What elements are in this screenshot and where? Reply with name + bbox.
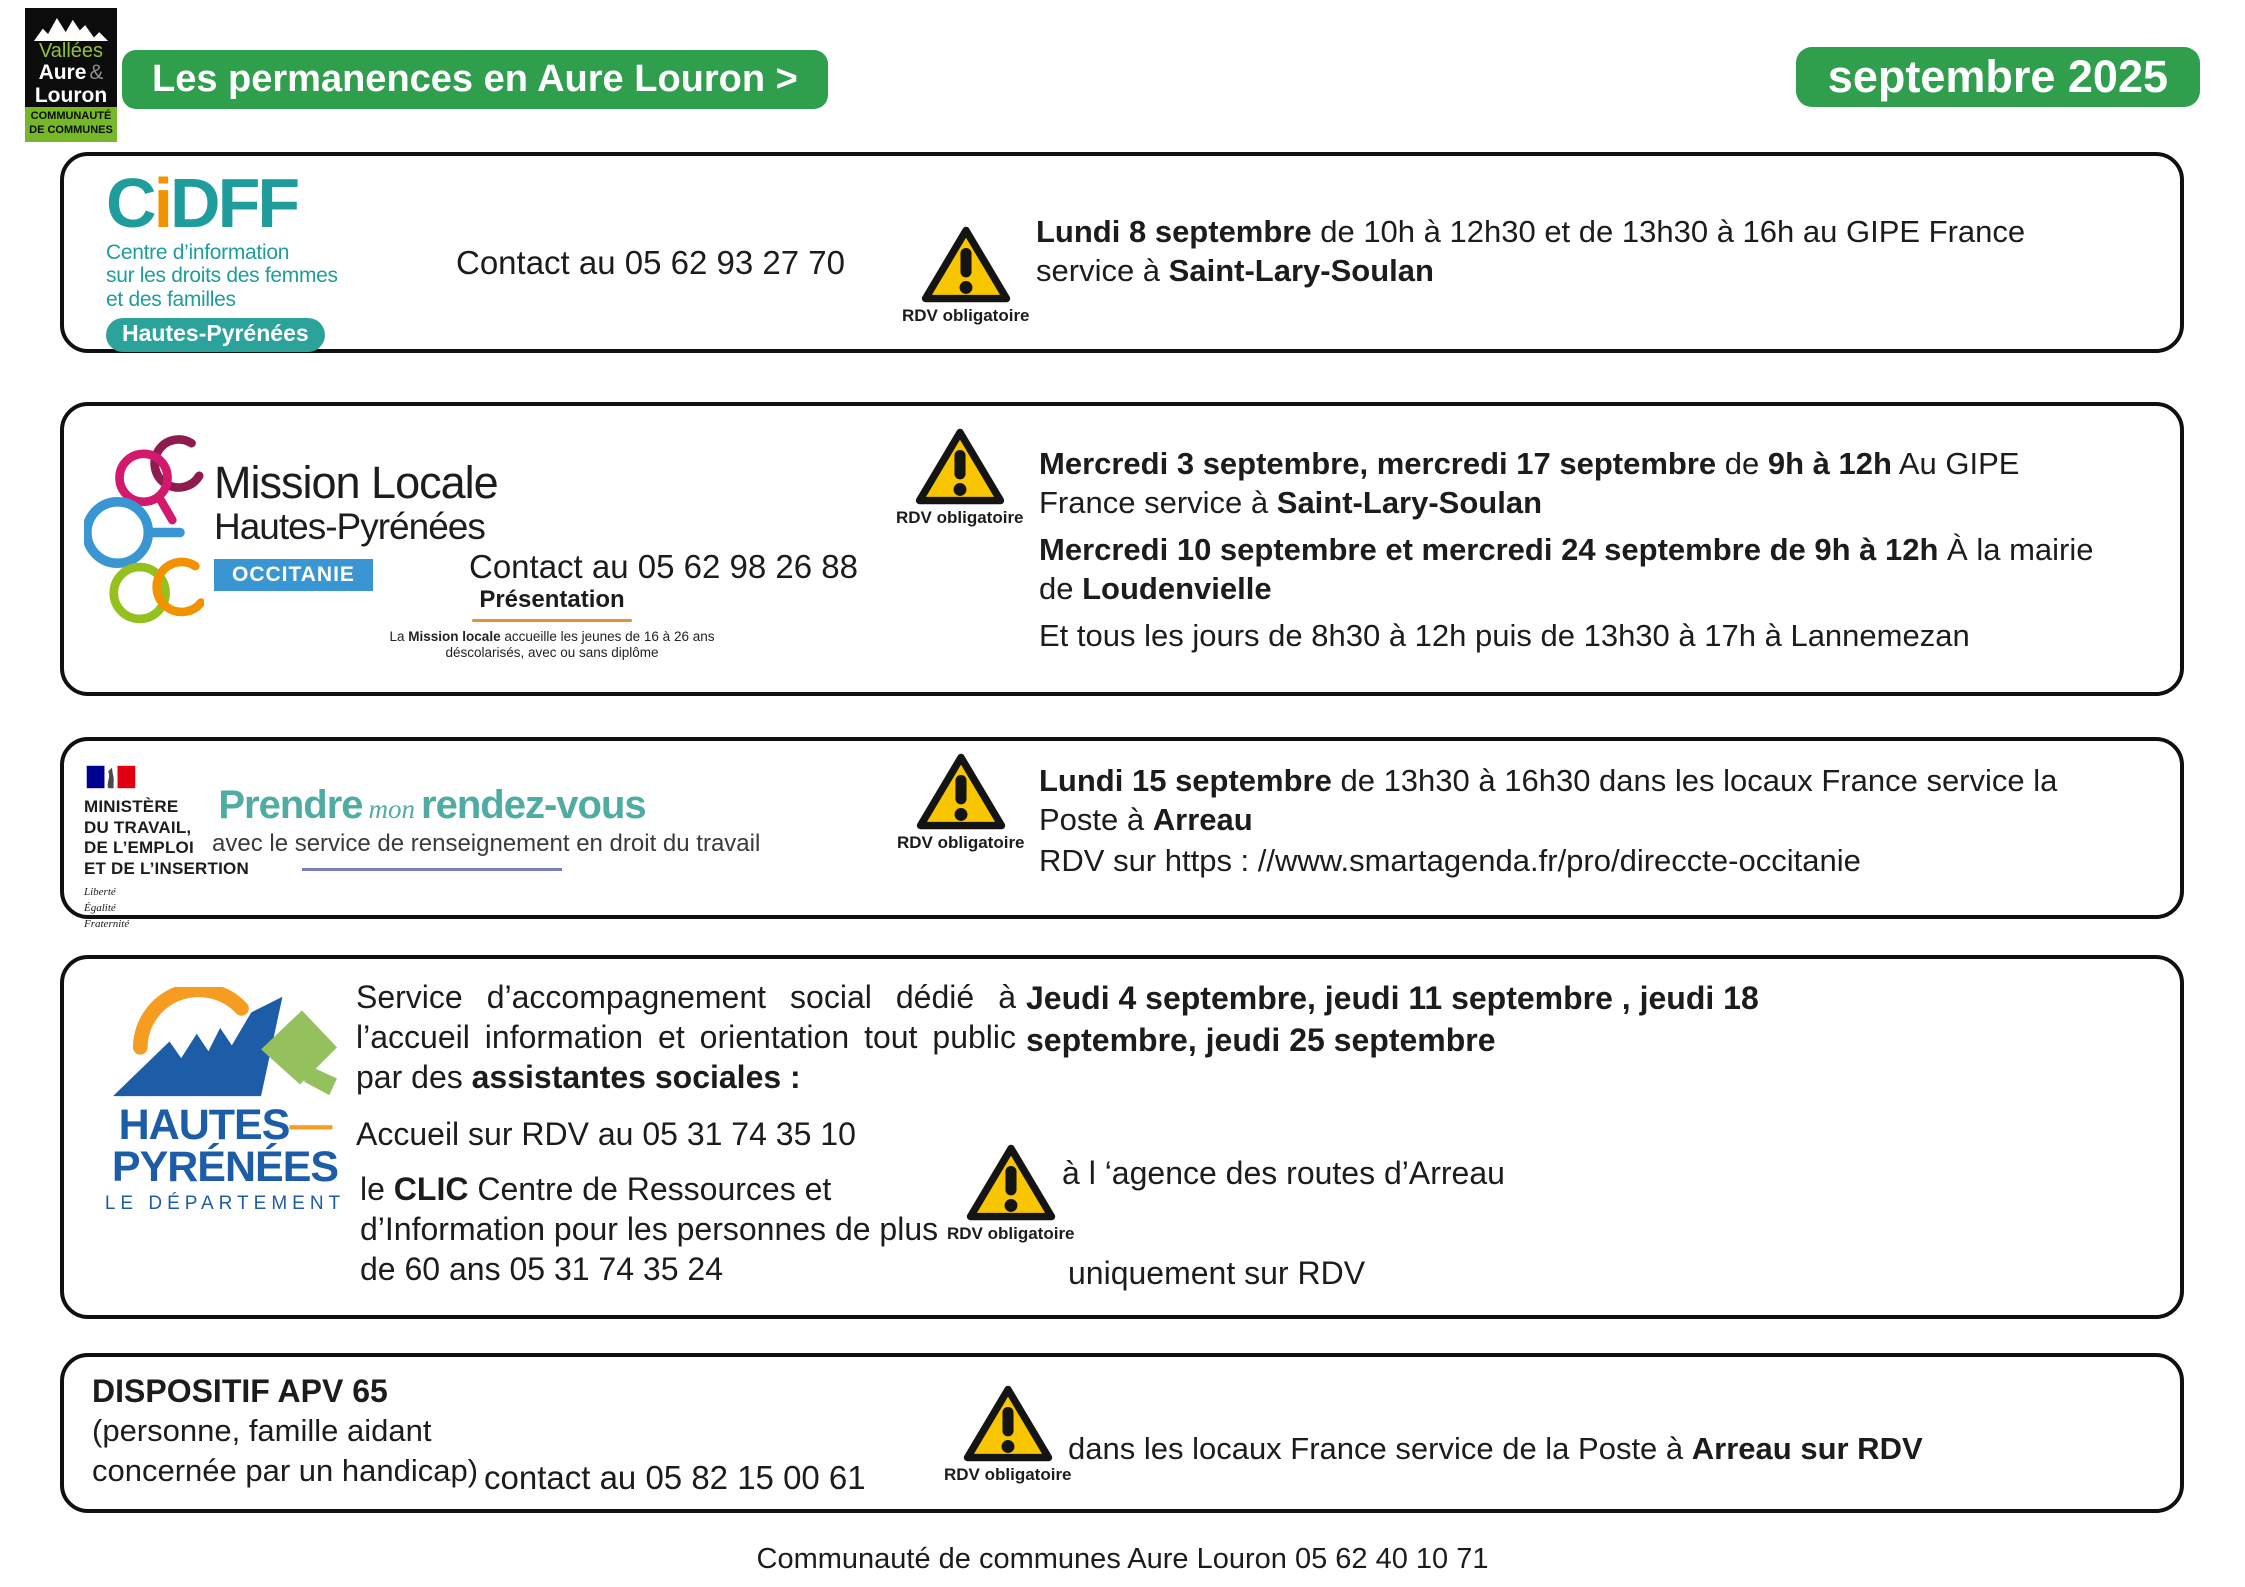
hp-logo-line1: HAUTES— bbox=[118, 1101, 332, 1149]
hautes-pyrenees-logo bbox=[100, 987, 350, 1215]
departement-location: à l ‘agence des routes d’Arreau bbox=[1062, 1155, 1505, 1191]
logo-aure: Aure & bbox=[38, 61, 104, 84]
rdv-warning-apv bbox=[944, 1383, 1072, 1485]
presentation-underline bbox=[472, 619, 632, 622]
rdv-warning-droit-travail bbox=[897, 751, 1025, 853]
cidff-contact: Contact au 05 62 93 27 70 bbox=[456, 244, 845, 281]
prendre-rdv-subline: avec le service de renseignement en droit du travail bbox=[212, 830, 761, 857]
schedule-line-1: Lundi 15 septembre de 13h30 à 16h30 dans les locaux France service la Poste à Arreau bbox=[1039, 763, 2058, 837]
month-badge: septembre 2025 bbox=[1796, 47, 2200, 107]
presentation-title: Présentation bbox=[479, 586, 625, 613]
hp-logo-line3: LE DÉPARTEMENT bbox=[104, 1193, 346, 1215]
accueil-rdv-line: Accueil sur RDV au 05 31 74 35 10 bbox=[356, 1116, 856, 1152]
cidff-schedule: Lundi 8 septembre de 10h à 12h30 et de 13h30 à 16h au GIPE France service à Saint-Lary-Soulan bbox=[1036, 214, 2026, 288]
departement-dates: Jeudi 4 septembre, jeudi 11 septembre , jeudi 18 septembre, jeudi 25 septembre bbox=[1026, 980, 1759, 1058]
cidff-logo bbox=[106, 164, 338, 352]
warning-triangle-icon bbox=[920, 224, 1012, 305]
logo-strip-line1: COMMUNAUTÉ bbox=[30, 110, 112, 123]
schedule-line-1: Mercredi 3 septembre, mercredi 17 septembre de 9h à 12h Au GIPE France service à Saint-Lary-Soulan bbox=[1039, 446, 2020, 520]
apv-line2: (personne, famille aidant bbox=[92, 1413, 432, 1448]
presentation-body: La Mission locale accueille les jeunes de 16 à 26 ans déscolarisés, avec ou sans diplôme bbox=[389, 629, 715, 660]
rdv-warning-cidff bbox=[902, 224, 1030, 326]
rdv-warning-mission-locale bbox=[896, 426, 1024, 528]
mission-locale-circles-icon bbox=[84, 430, 204, 635]
logo-strip-line2: DE COMMUNES bbox=[29, 124, 113, 137]
logo-louron: Louron bbox=[34, 83, 108, 107]
ministere-motto: Liberté Égalité Fraternité bbox=[84, 885, 130, 930]
rdv-warning-departement bbox=[947, 1142, 1075, 1244]
apv-line3: concernée par un handicap) bbox=[92, 1453, 479, 1488]
footer-contact: Communauté de communes Aure Louron 05 62 40 10 71 bbox=[756, 1543, 1489, 1575]
mission-locale-name: Mission Locale bbox=[214, 457, 498, 508]
communaute-logo bbox=[25, 8, 117, 138]
mission-locale-schedule bbox=[1039, 444, 2099, 663]
rdv-obligatoire-label: RDV obligatoire bbox=[947, 1224, 1075, 1243]
card-departement bbox=[60, 955, 2184, 1319]
cidff-region-pill: Hautes-Pyrénées bbox=[106, 318, 325, 352]
apv-schedule: dans les locaux France service de la Poste à Arreau sur RDV bbox=[1068, 1431, 1923, 1466]
droit-travail-schedule bbox=[1039, 761, 2109, 888]
cidff-wordmark: CiDFF bbox=[106, 164, 298, 242]
clic-info: le CLIC Centre de Ressources et d’Information pour les personnes de plus de 60 ans 05 31 74 35 24 bbox=[360, 1171, 939, 1287]
mission-locale-region: Hautes-Pyrénées bbox=[214, 506, 485, 547]
mission-locale-contact: Contact au 05 62 98 26 88 bbox=[469, 548, 858, 585]
schedule-line-2: RDV sur https : //www.smartagenda.fr/pro/direccte-occitanie bbox=[1039, 843, 1861, 878]
departement-info bbox=[356, 977, 1016, 1289]
permanences-title-badge: Les permanences en Aure Louron > bbox=[122, 50, 828, 109]
headline-divider bbox=[302, 868, 562, 871]
departement-note: uniquement sur RDV bbox=[1068, 1255, 1366, 1291]
logo-communaute-strip bbox=[25, 107, 117, 142]
hautes-pyrenees-logo-icon bbox=[112, 987, 338, 1099]
warning-triangle-icon bbox=[915, 751, 1007, 832]
schedule-line-3: Et tous les jours de 8h30 à 12h puis de 13h30 à 17h à Lannemezan bbox=[1039, 618, 1970, 653]
card-droit-du-travail bbox=[60, 737, 2184, 930]
prendre-rdv-headline: Prendre mon rendez-vous avec le service de renseignement en droit du travail bbox=[212, 783, 652, 871]
warning-triangle-icon bbox=[962, 1383, 1054, 1464]
card-apv-65 bbox=[60, 1353, 2184, 1513]
logo-ampersand: & bbox=[89, 61, 104, 84]
occitanie-badge: OCCITANIE bbox=[214, 559, 373, 591]
card-cidff bbox=[60, 152, 2184, 353]
service-description: Service d’accompagnement social dédié à l’accueil information et orientation tout public par des assistantes sociales : bbox=[356, 979, 1016, 1095]
mission-locale-presentation bbox=[382, 586, 722, 661]
rdv-obligatoire-label: RDV obligatoire bbox=[896, 508, 1024, 527]
apv-contact: contact au 05 82 15 00 61 bbox=[484, 1459, 866, 1496]
mountains-icon bbox=[29, 11, 113, 41]
french-flag-icon bbox=[84, 763, 138, 791]
apv-description bbox=[92, 1371, 478, 1491]
apv-title: DISPOSITIF APV 65 bbox=[92, 1373, 388, 1409]
hp-logo-line2: PYRÉNÉES bbox=[111, 1143, 339, 1192]
rdv-obligatoire-label: RDV obligatoire bbox=[897, 833, 1025, 852]
rdv-obligatoire-label: RDV obligatoire bbox=[944, 1465, 1072, 1484]
rdv-obligatoire-label: RDV obligatoire bbox=[902, 306, 1030, 325]
card-mission-locale bbox=[60, 402, 2184, 696]
warning-triangle-icon bbox=[914, 426, 1006, 507]
cidff-tagline: Centre d’information sur les droits des femmes et des familles bbox=[106, 240, 338, 311]
logo-vallees: Vallées bbox=[38, 40, 104, 62]
warning-triangle-icon bbox=[965, 1142, 1057, 1223]
schedule-line-2: Mercredi 10 septembre et mercredi 24 septembre de 9h à 12h À la mairie de Loudenvielle bbox=[1039, 532, 2094, 606]
ministere-name: MINISTÈRE DU TRAVAIL, DE L’EMPLOI ET DE L’INSERTION bbox=[84, 797, 249, 879]
